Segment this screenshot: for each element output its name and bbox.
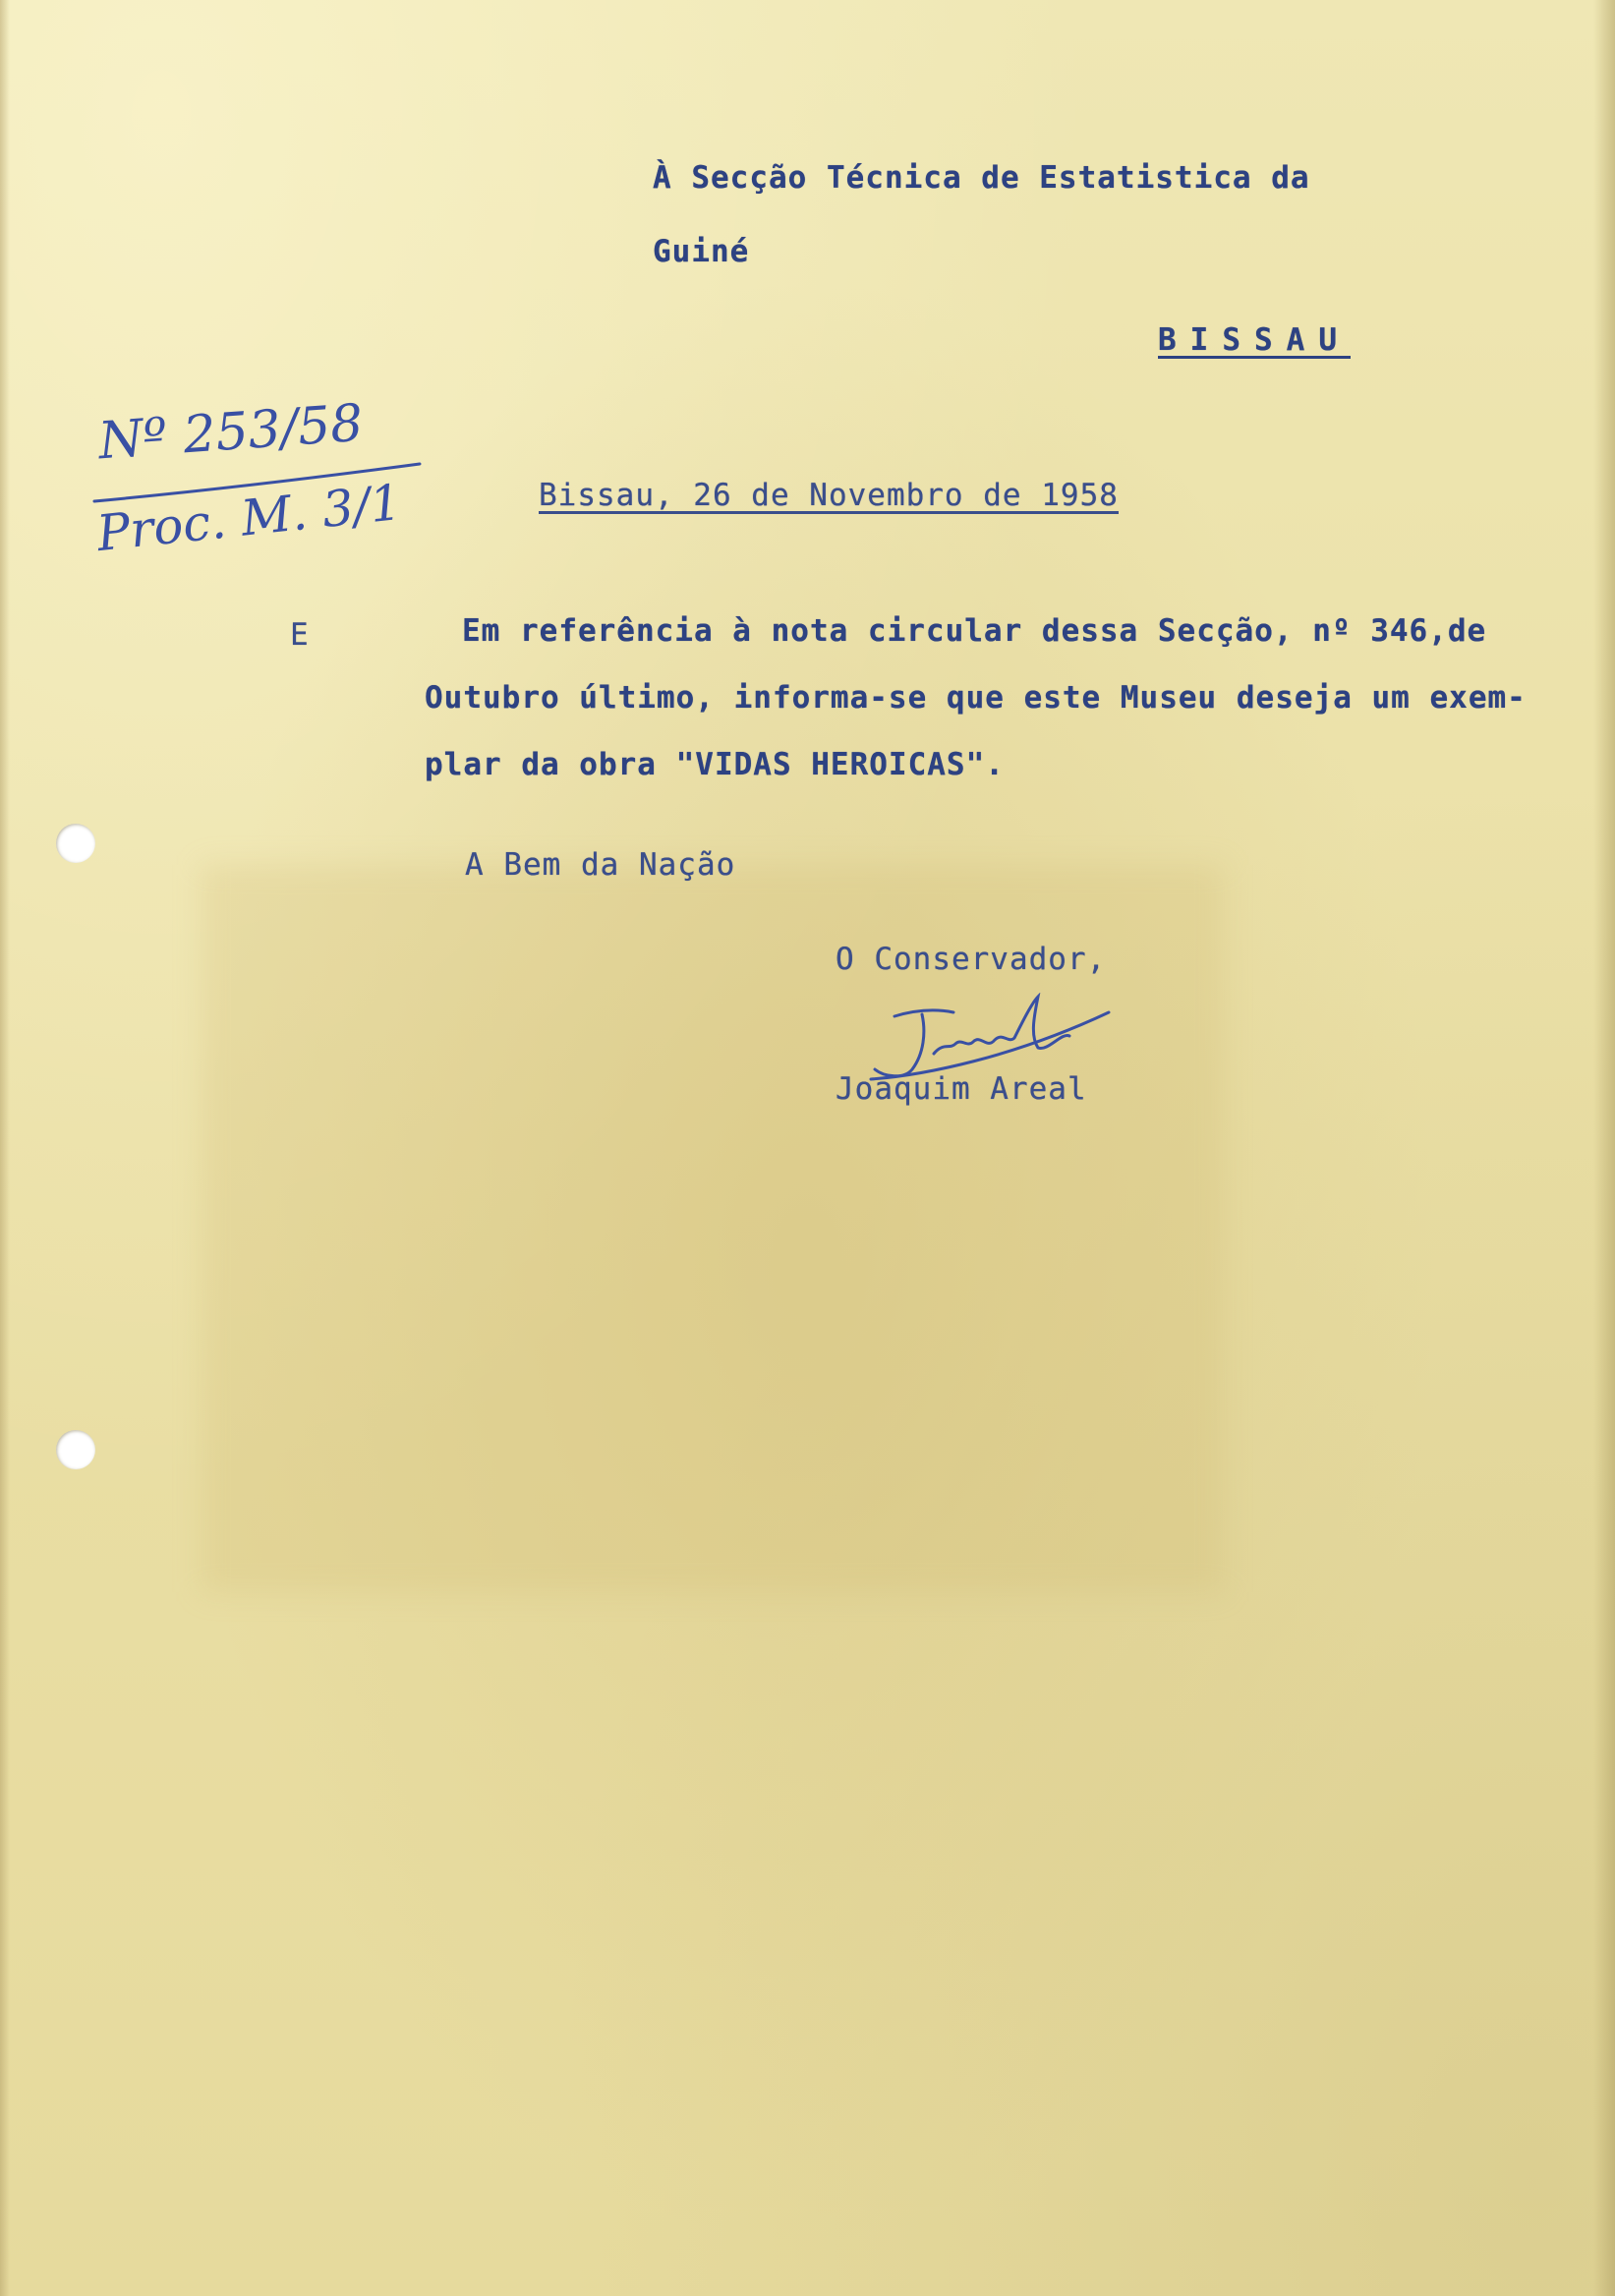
addressee-line-2: Guiné (653, 234, 750, 269)
page-edge-right (1593, 0, 1615, 2296)
body-line-1: Em referência à nota circular dessa Secção, nº 346,de (462, 613, 1487, 649)
signatory-name: Joaquim Areal (836, 1071, 1087, 1107)
punch-hole-top (56, 824, 95, 863)
closing-salutation: A Bem da Nação (465, 847, 736, 883)
city-header: BISSAU (1158, 322, 1351, 358)
date-line: Bissau, 26 de Novembro de 1958 (539, 478, 1119, 513)
body-line-3: plar da obra "VIDAS HEROICAS". (425, 747, 1005, 782)
handwritten-reference-number: Nº 253/58 (96, 393, 366, 472)
punch-hole-bottom (56, 1430, 95, 1469)
handwritten-process-number: Proc. M. 3/1 (93, 473, 405, 563)
body-line-2: Outubro último, informa-se que este Museu deseja um exem- (425, 680, 1527, 716)
addressee-line-1: À Secção Técnica de Estatistica da (653, 160, 1310, 196)
margin-mark: E (290, 617, 310, 653)
page-edge-left (0, 0, 10, 2296)
signatory-title: O Conservador, (836, 942, 1107, 977)
